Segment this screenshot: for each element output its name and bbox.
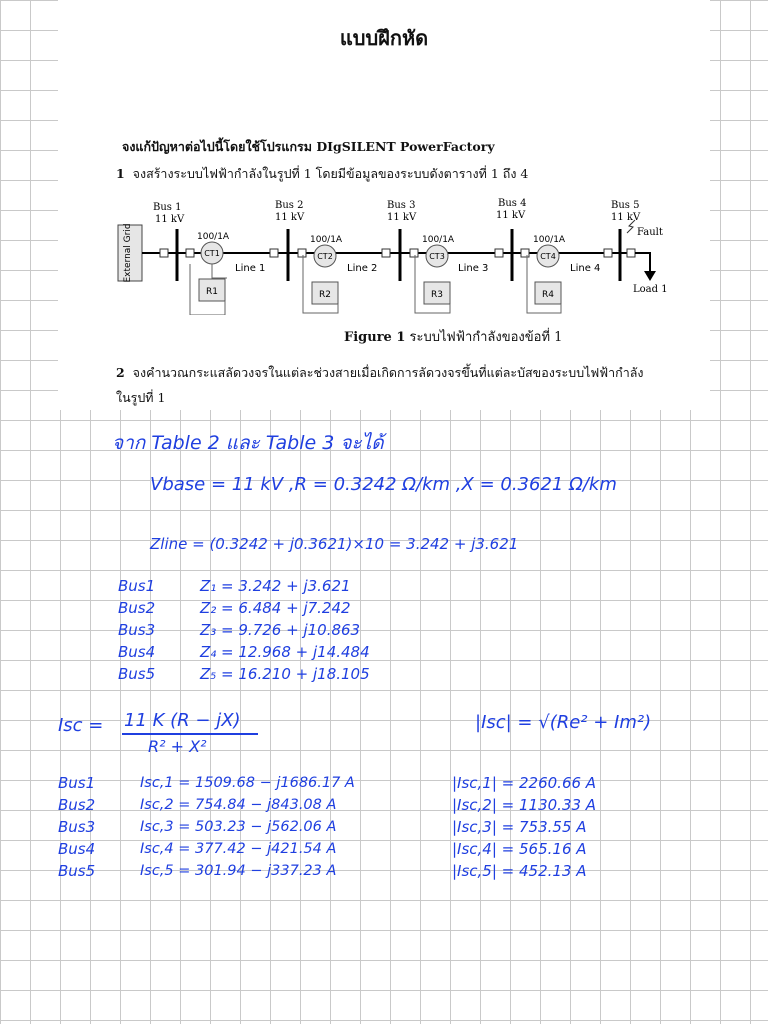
load-1	[633, 253, 668, 295]
load-arrow-icon	[644, 271, 656, 281]
ct-3-ratio: 100/1A	[422, 235, 455, 245]
ct-relay-2	[303, 235, 343, 313]
bus-3	[387, 200, 417, 281]
bus-2-kv: 11 kV	[275, 212, 305, 223]
impedance-value-4: Z₄ = 12.968 + j14.484	[200, 643, 370, 661]
line-2-label: Line 2	[347, 263, 378, 274]
isc-magnitude-4: |Isc,4| = 565.16 A	[452, 840, 587, 858]
ct-relay-3	[415, 235, 455, 313]
current-bus-4: Bus4	[58, 840, 96, 858]
fraction-bar	[122, 733, 258, 735]
isc-magnitude-5: |Isc,5| = 452.13 A	[452, 862, 587, 880]
impedance-value-2: Z₂ = 6.484 + j7.242	[200, 599, 351, 617]
relay-4-label: R4	[542, 290, 554, 300]
bus-1	[153, 202, 185, 281]
impedance-value-3: Z₃ = 9.726 + j10.863	[200, 621, 361, 639]
impedance-bus-1: Bus1	[118, 577, 156, 595]
ct-2-ratio: 100/1A	[310, 235, 343, 245]
breaker	[410, 249, 418, 257]
given-values: Vbase = 11 kV ,R = 0.3242 Ω/km ,X = 0.3621 Ω/km	[150, 474, 617, 495]
breaker	[604, 249, 612, 257]
breaker	[521, 249, 529, 257]
relay-3-label: R3	[431, 290, 443, 300]
bus-4	[496, 198, 526, 281]
breaker	[160, 249, 168, 257]
isc-formula-lhs: Isc =	[58, 715, 104, 736]
isc-value-5: Isc,5 = 301.94 − j337.23 A	[140, 863, 337, 879]
isc-value-4: Isc,4 = 377.42 − j421.54 A	[140, 841, 337, 857]
ct-2-label: CT2	[317, 252, 333, 261]
bus-labels-current	[58, 772, 95, 882]
question-1	[116, 164, 528, 184]
impedance-value-1: Z₁ = 3.242 + j3.621	[200, 577, 351, 595]
bus-4-kv: 11 kV	[496, 210, 526, 221]
isc-value-3: Isc,3 = 503.23 − j562.06 A	[140, 819, 337, 835]
bus-1-kv: 11 kV	[155, 214, 185, 225]
relay-1-label: R1	[206, 287, 218, 297]
line-1-label: Line 1	[235, 263, 266, 274]
bus-5-kv: 11 kV	[611, 212, 641, 223]
impedance-value-5: Z₅ = 16.210 + j18.105	[200, 665, 370, 683]
ct-4-label: CT4	[540, 252, 556, 261]
breaker	[495, 249, 503, 257]
breaker	[298, 249, 306, 257]
bus-labels-impedance	[118, 575, 155, 685]
impedance-bus-2: Bus2	[118, 599, 156, 617]
isc-magnitude-2: |Isc,2| = 1130.33 A	[452, 796, 597, 814]
current-bus-3: Bus3	[58, 818, 96, 836]
ct-4-ratio: 100/1A	[533, 235, 566, 245]
load-1-label: Load 1	[633, 284, 668, 295]
magnitude-formula: |Isc| = √(Re² + Im²)	[475, 712, 652, 733]
question-2-number: 2	[116, 365, 125, 380]
ct-3-label: CT3	[429, 252, 445, 261]
isc-magnitudes	[452, 772, 596, 882]
bus-1-name: Bus 1	[153, 202, 182, 213]
impedance-bus-4: Bus4	[118, 643, 156, 661]
question-2-line-1	[116, 363, 644, 383]
ct-relay-1	[190, 232, 230, 315]
current-bus-1: Bus1	[58, 774, 96, 792]
fault-label: Fault	[637, 227, 663, 238]
isc-values	[140, 772, 355, 882]
ct-1-wire	[212, 264, 227, 278]
line-3-label: Line 3	[458, 263, 489, 274]
isc-magnitude-3: |Isc,3| = 753.55 A	[452, 818, 587, 836]
breaker	[270, 249, 278, 257]
figure-caption	[344, 326, 562, 347]
question-1-text: จงสร้างระบบไฟฟ้ากำลังในรูปที่ 1 โดยมีข้อมูลของระบบดังตารางที่ 1 ถึง 4	[132, 166, 529, 181]
page-title: แบบฝึกหัด	[339, 26, 429, 50]
breaker	[186, 249, 194, 257]
bus-4-name: Bus 4	[498, 198, 527, 209]
question-1-number: 1	[116, 166, 125, 181]
bus-2-name: Bus 2	[275, 200, 304, 211]
impedance-values	[200, 575, 370, 685]
isc-formula-numerator: 11 K (R − jX)	[124, 710, 241, 731]
isc-magnitude-1: |Isc,1| = 2260.66 A	[452, 774, 597, 792]
question-2-line-2: ในรูปที่ 1	[116, 390, 166, 405]
question-2-text: จงคำนวณกระแสลัดวงจรในแต่ละช่วงสายเมื่อเกิดการลัดวงจรขึ้นที่แต่ละบัสของระบบไฟฟ้ากำลัง	[132, 365, 644, 380]
ct-1-ratio: 100/1A	[197, 232, 230, 242]
bus-5	[611, 200, 641, 281]
notes-heading: จาก Table 2 และ Table 3 จะได้	[112, 432, 384, 454]
instruction-text: จงแก้ปัญหาต่อไปนี้โดยใช้โปรแกรม DIgSILENT PowerFactory	[122, 139, 495, 154]
relay-2-label: R2	[319, 290, 331, 300]
ct-relay-4	[527, 235, 566, 313]
impedance-bus-3: Bus3	[118, 621, 156, 639]
breaker	[382, 249, 390, 257]
figure-caption-text: ระบบไฟฟ้ากำลังของข้อที่ 1	[405, 330, 563, 345]
external-grid-label: External Grid	[123, 223, 133, 283]
fault-marker	[627, 220, 663, 238]
current-bus-2: Bus2	[58, 796, 96, 814]
ct-1-label: CT1	[204, 249, 220, 258]
bus-3-name: Bus 3	[387, 200, 416, 211]
power-system-diagram	[115, 195, 675, 315]
isc-formula-denominator: R² + X²	[148, 737, 207, 756]
isc-value-1: Isc,1 = 1509.68 − j1686.17 A	[140, 775, 355, 791]
line-4-label: Line 4	[570, 263, 601, 274]
bus-5-name: Bus 5	[611, 200, 640, 211]
breaker	[627, 249, 635, 257]
figure-caption-label: Figure 1	[344, 330, 406, 345]
current-bus-5: Bus5	[58, 862, 96, 880]
bus-3-kv: 11 kV	[387, 212, 417, 223]
bus-2	[275, 200, 305, 281]
isc-value-2: Isc,2 = 754.84 − j843.08 A	[140, 797, 337, 813]
impedance-bus-5: Bus5	[118, 665, 156, 683]
zline-equation: Zline = (0.3242 + j0.3621)×10 = 3.242 + j3.621	[150, 535, 519, 553]
